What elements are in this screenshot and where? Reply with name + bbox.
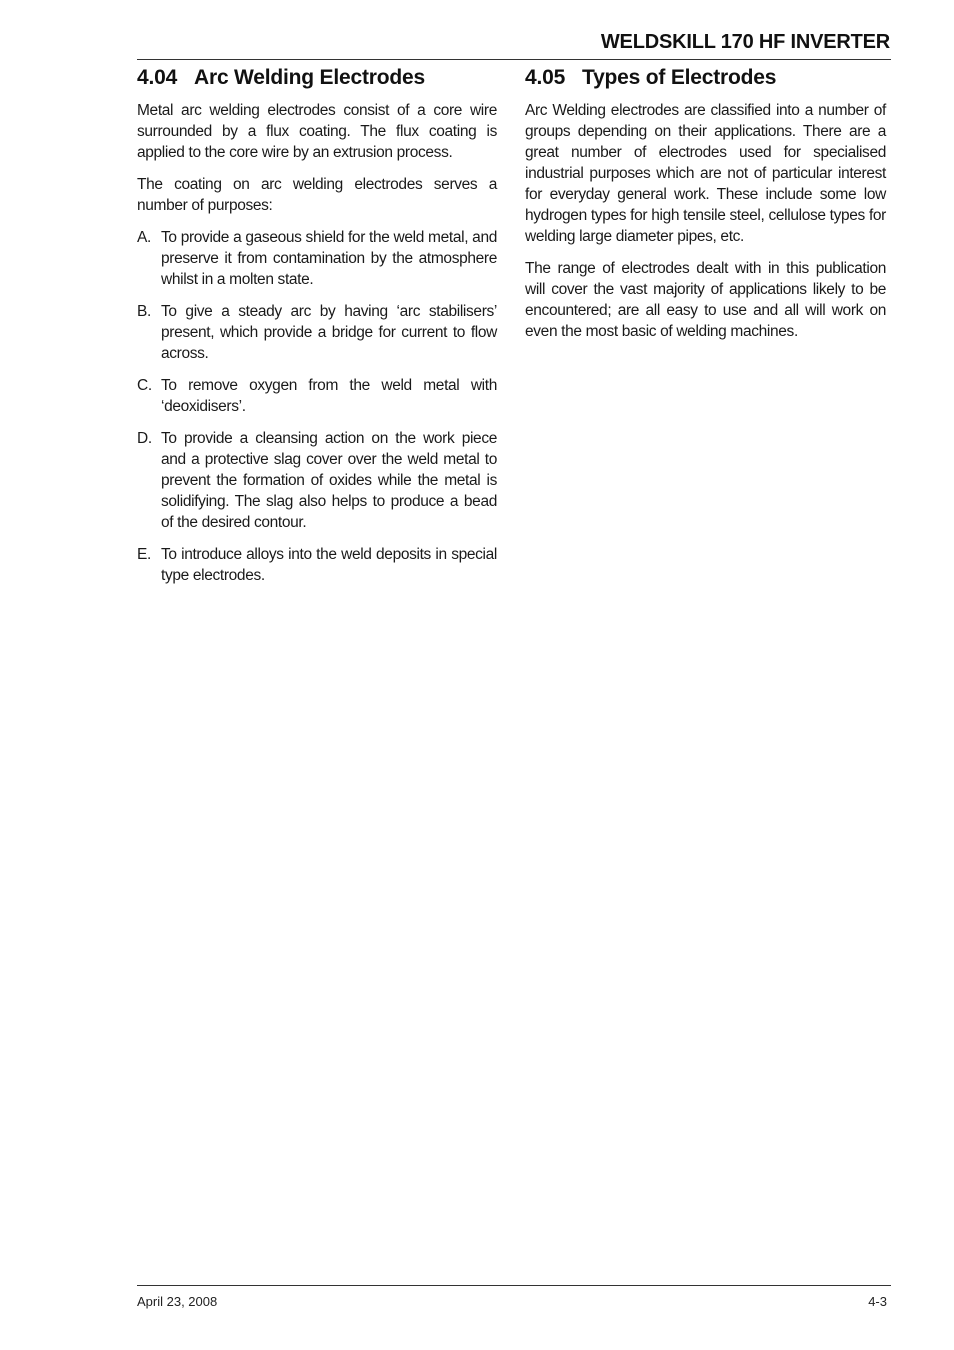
list-item-text: To give a steady arc by having ‘arc stabilisers’ present, which provide a bridge for current to flow across.	[161, 303, 497, 362]
footer-date: April 23, 2008	[137, 1294, 218, 1309]
list-item	[137, 544, 497, 586]
list-item	[137, 428, 497, 533]
page-number: 4-3	[868, 1294, 887, 1309]
list-item-letter: A.	[137, 229, 151, 246]
section-4-04-title: Arc Welding Electrodes	[194, 66, 425, 89]
list-item-text: To provide a gaseous shield for the weld metal, and preserve it from contamination by the atmosphere whilst in a molten state.	[161, 229, 497, 288]
header-divider	[137, 59, 891, 60]
section-4-04	[137, 64, 497, 597]
list-item-letter: C.	[137, 377, 152, 394]
document-title: WELDSKILL 170 HF INVERTER	[600, 31, 890, 53]
list-item	[137, 375, 497, 417]
section-4-05-title: Types of Electrodes	[582, 66, 777, 89]
paragraph: Arc Welding electrodes are classified into a number of groups depending on their applications. There are a great number of electrodes used for specialised industrial purposes which are not of particular interest for everyday general work. These include some low hydrogen types for high tensile steel, cellulose types for welding large diameter pipes, etc.	[525, 102, 886, 245]
list-item-letter: E.	[137, 546, 151, 563]
list-item	[137, 227, 497, 290]
paragraph: Metal arc welding electrodes consist of a core wire surrounded by a flux coating. The flux coating is applied to the core wire by an extrusion process.	[137, 102, 497, 161]
section-4-04-number: 4.04	[137, 66, 178, 89]
paragraph: The range of electrodes dealt with in this publication will cover the vast majority of applications likely to be encountered; are all easy to use and all will work on even the most basic of welding machines.	[525, 260, 886, 340]
section-4-05-number: 4.05	[525, 66, 566, 89]
purposes-list	[137, 227, 497, 586]
list-item-text: To remove oxygen from the weld metal with ‘deoxidisers’.	[161, 377, 497, 415]
paragraph: The coating on arc welding electrodes serves a number of purposes:	[137, 176, 497, 214]
footer-divider	[137, 1285, 891, 1286]
list-item-letter: D.	[137, 430, 152, 447]
list-item-text: To provide a cleansing action on the work piece and a protective slag cover over the weld metal to prevent the formation of oxides while the metal is solidifying. The slag also helps to produce a bead of the desired contour.	[161, 430, 497, 531]
section-4-05-heading	[525, 64, 886, 92]
list-item-text: To introduce alloys into the weld deposits in special type electrodes.	[161, 546, 497, 584]
list-item	[137, 301, 497, 364]
list-item-letter: B.	[137, 303, 151, 320]
section-4-05	[525, 64, 886, 353]
section-4-04-heading	[137, 64, 497, 92]
